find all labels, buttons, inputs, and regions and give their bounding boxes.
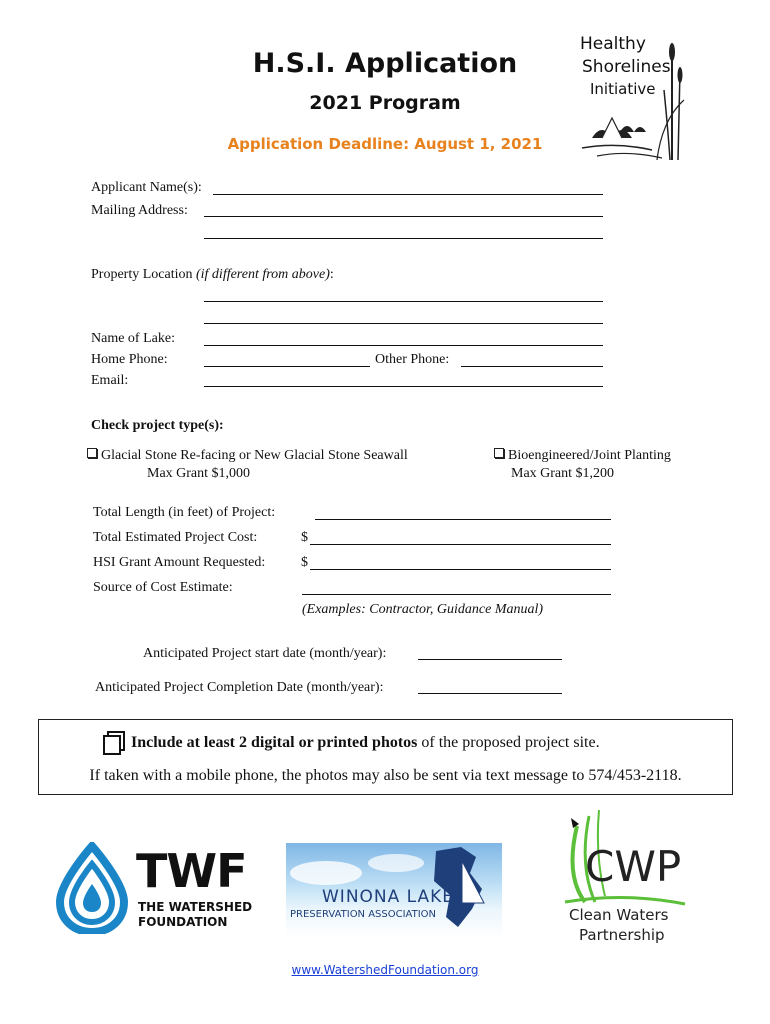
hsi-logo-line1: Healthy — [580, 34, 646, 54]
cwp-logo — [555, 806, 705, 946]
other-phone-field[interactable] — [461, 366, 603, 367]
page-subtitle: 2021 Program — [309, 92, 461, 114]
mailing-address-label: Mailing Address: — [91, 203, 188, 218]
photo-instructions-rest: of the proposed project site. — [417, 734, 600, 751]
home-phone-field[interactable] — [204, 366, 370, 367]
cost-source-field[interactable] — [302, 594, 611, 595]
total-cost-label: Total Estimated Project Cost: — [93, 530, 258, 545]
winona-line2: PRESERVATION ASSOCIATION — [290, 909, 437, 920]
footer-link[interactable] — [0, 959, 770, 978]
property-location-field[interactable] — [204, 301, 603, 302]
option-bioengineered-grant: Max Grant $1,200 — [511, 466, 615, 481]
twf-mark: TWF — [136, 844, 247, 898]
cost-source-examples: (Examples: Contractor, Guidance Manual) — [302, 602, 544, 617]
mobile-instructions: If taken with a mobile phone, the photos may also be sent via text message to 574/453-2118. — [89, 767, 682, 784]
twf-line1: THE WATERSHED — [138, 900, 253, 914]
twf-logo — [52, 842, 262, 942]
grant-amount-field[interactable] — [310, 569, 611, 570]
applicant-name-label: Applicant Name(s): — [91, 180, 202, 195]
stack-icon — [103, 731, 123, 751]
lake-name-label: Name of Lake: — [91, 331, 175, 346]
option-bioengineered-label: Bioengineered/Joint Planting — [508, 448, 671, 463]
mailing-address-field-2[interactable] — [204, 238, 603, 239]
winona-lake-logo — [286, 843, 502, 937]
grant-amount-label: HSI Grant Amount Requested: — [93, 555, 266, 570]
photo-instructions-box — [38, 719, 733, 795]
total-cost-field[interactable] — [310, 544, 611, 545]
option-bioengineered[interactable] — [494, 448, 671, 464]
hsi-logo — [572, 30, 692, 165]
hsi-logo-line2: Shorelines — [582, 57, 671, 77]
property-location-text: Property Location — [91, 267, 193, 282]
cwp-line1: Clean Waters — [569, 906, 669, 924]
start-date-field[interactable] — [418, 659, 562, 660]
hsi-logo-line3: Initiative — [590, 80, 656, 98]
page-title: H.S.I. Application — [252, 48, 518, 79]
photo-instructions-line — [103, 731, 600, 752]
water-drop-icon — [52, 842, 132, 934]
property-location-field-2[interactable] — [204, 323, 603, 324]
start-date-label: Anticipated Project start date (month/year): — [143, 646, 387, 661]
total-length-field[interactable] — [315, 519, 611, 520]
email-field[interactable] — [204, 386, 603, 387]
completion-date-label: Anticipated Project Completion Date (month/year): — [95, 680, 384, 695]
checkbox-icon[interactable] — [494, 448, 504, 458]
property-location-label — [91, 267, 334, 283]
total-cost-currency: $ — [301, 530, 308, 545]
checkbox-icon[interactable] — [87, 448, 97, 458]
project-type-heading: Check project type(s): — [91, 418, 224, 433]
option-glacial-stone-grant: Max Grant $1,000 — [147, 466, 251, 481]
twf-line2: FOUNDATION — [138, 915, 228, 929]
applicant-name-field[interactable] — [213, 194, 603, 195]
deadline-text: Application Deadline: August 1, 2021 — [227, 135, 543, 153]
cwp-mark: CWP — [585, 842, 682, 891]
winona-line1: WINONA LAKE — [322, 887, 455, 907]
option-glacial-stone-label: Glacial Stone Re-facing or New Glacial Stone Seawall — [101, 448, 408, 463]
other-phone-label: Other Phone: — [375, 352, 450, 367]
completion-date-field[interactable] — [418, 693, 562, 694]
lake-name-field[interactable] — [204, 345, 603, 346]
cost-source-label: Source of Cost Estimate: — [93, 580, 233, 595]
option-glacial-stone[interactable] — [87, 448, 408, 464]
email-label: Email: — [91, 373, 129, 388]
property-location-colon: : — [329, 267, 334, 282]
grant-amount-currency: $ — [301, 555, 308, 570]
total-length-label: Total Length (in feet) of Project: — [93, 505, 276, 520]
cwp-line2: Partnership — [579, 926, 665, 944]
watershed-url-link[interactable]: www.WatershedFoundation.org — [291, 963, 479, 977]
photo-instructions-bold: Include at least 2 digital or printed photos — [131, 734, 418, 751]
home-phone-label: Home Phone: — [91, 352, 168, 367]
mailing-address-field[interactable] — [204, 216, 603, 217]
property-location-note: (if different from above) — [195, 267, 330, 282]
